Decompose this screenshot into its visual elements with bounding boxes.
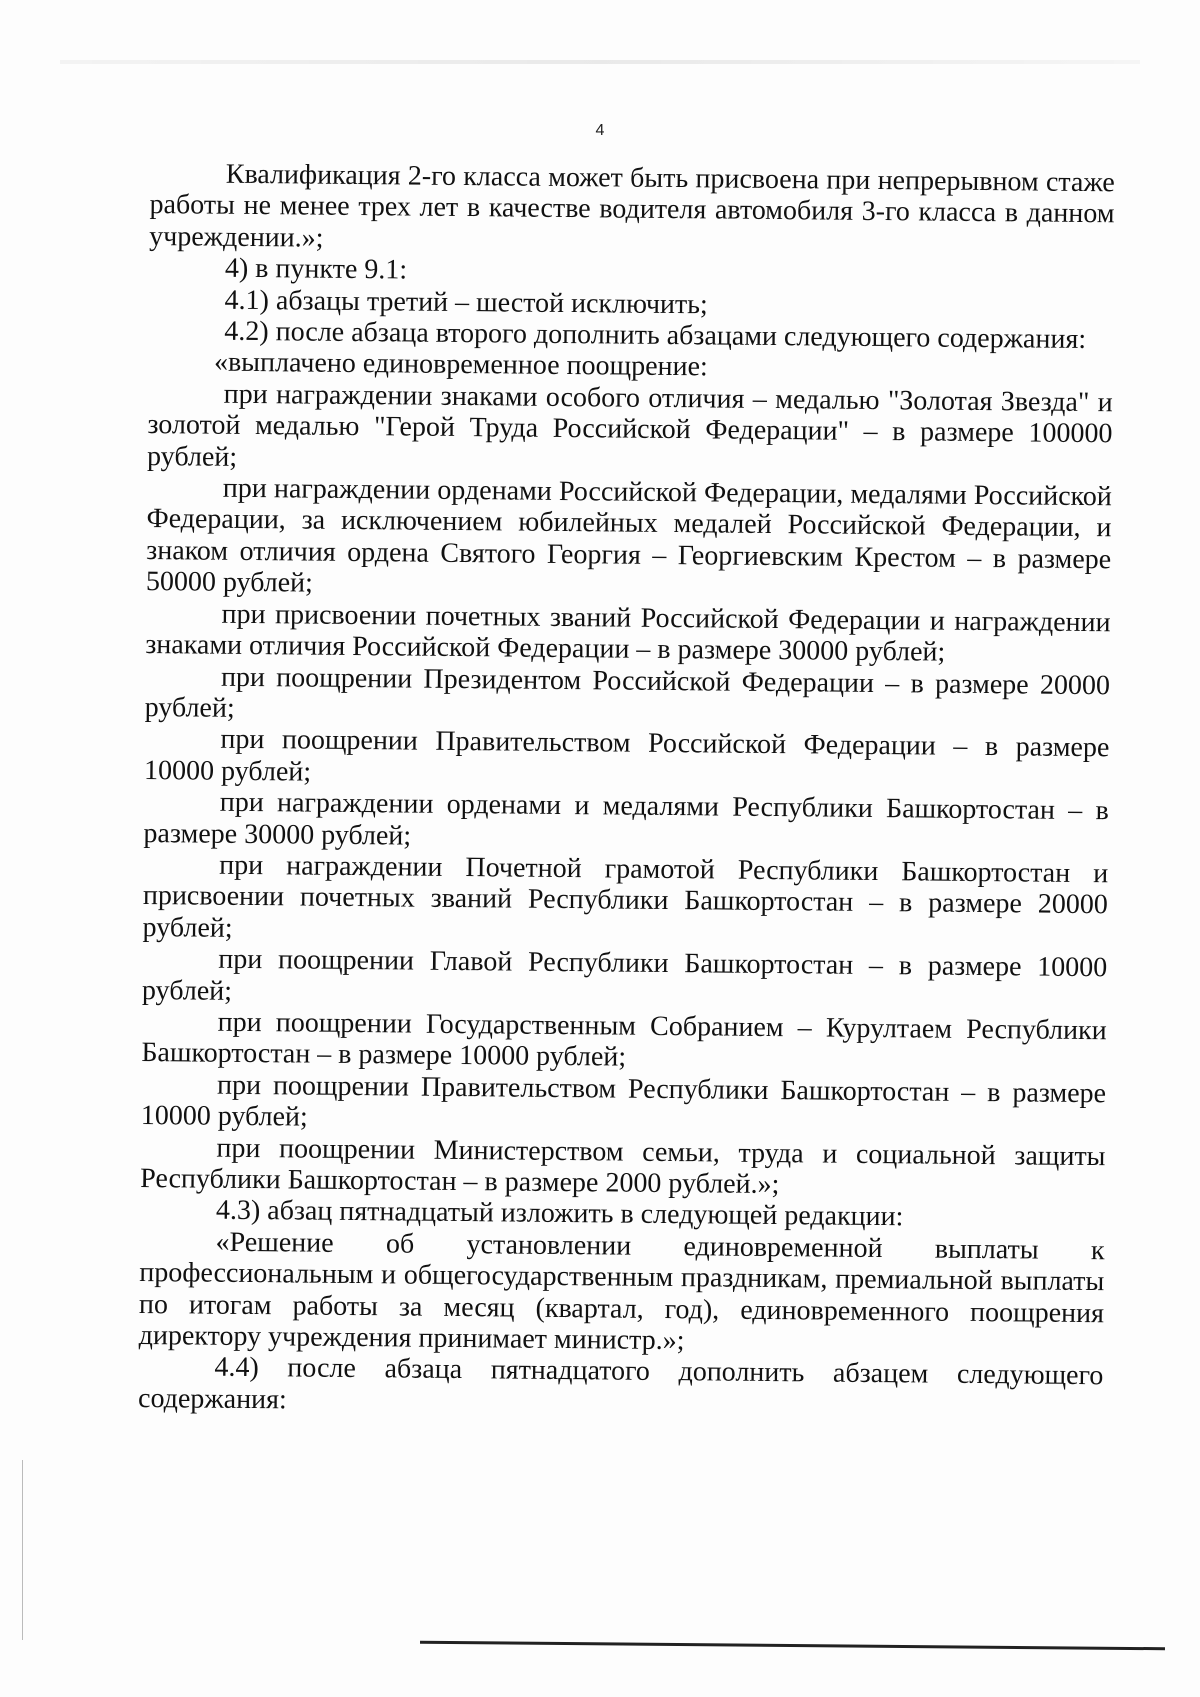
paragraph-certificate-rb: при награждении Почетной грамотой Республики Башкортостан и присвоении почетных званий Республики Башкортостан – в размере 20000 рублей; [142,849,1109,944]
paragraph-orders-rf: при награждении орденами Российской Федерации, медалями Российской Федерации, за исключением юбилейных медалей Российской Федерации, и знаком отличия ордена Святого Георгия – Георгиевским Крестом – в размере 50000 рублей; [145,472,1112,599]
document-body [138,158,1115,1423]
paragraph-honorary-titles-rf: при присвоении почетных званий Российской Федерации и награждении знаками отличия Российской Федерации – в размере 30000 рублей; [145,598,1111,668]
scan-artifact-top [60,60,1140,64]
paragraph-gold-star: при награждении знаками особого отличия – медалью "Золотая Звезда" и золотой медалью "Герой Труда Российской Федерации" – в размере 100000 рублей; [146,378,1113,473]
paragraph-kurultai: при поощрении Государственным Собранием – Курултаем Республики Башкортостан – в размере 10000 рублей; [141,1006,1107,1073]
paragraph-item-4-4: 4.4) после абзаца пятнадцатого дополнить абзацем следующего содержания: [137,1352,1104,1416]
paragraph-orders-rb: при награждении орденами и медалями Республики Башкортостан – в размере 30000 рублей; [143,786,1109,852]
paragraph-one-time-reward: «выплачено единовременное поощрение: [213,347,708,383]
paragraph-item-4: 4) в пункте 9.1: [224,252,408,286]
paragraph-qualification: Квалификация 2-го класса может быть присвоена при непрерывном стаже работы не менее трех лет в качестве водителя автомобиля 3-го класса в данном учреждении.»; [149,158,1115,254]
paragraph-government-rf: при поощрении Правительством Российской Федерации – в размере 10000 рублей; [143,724,1110,788]
paragraph-decision: «Решение об установлении единовременной выплаты к профессиональным и общегосударственным праздникам, премиальной выплаты по итогам работы за месяц (квартал, год), единовременного поощрения директору учреждения принимает министр.»; [138,1226,1105,1357]
paragraph-president: при поощрении Президентом Российской Федерации – в размере 20000 рублей; [144,661,1111,724]
paragraph-item-4-3: 4.3) абзац пятнадцатый изложить в следующей редакции: [215,1195,904,1233]
paragraph-item-4-2: 4.2) после абзаца второго дополнить абзацами следующего содержания: [224,315,1087,356]
paragraph-government-rb: при поощрении Правительством Республики Башкортостан – в размере 10000 рублей; [140,1069,1107,1133]
paragraph-item-4-1: 4.1) абзацы третий – шестой исключить; [224,284,708,320]
paragraph-head-rb: при поощрении Главой Республики Башкортостан – в размере 10000 рублей; [141,943,1108,1007]
scan-artifact-left [22,1460,23,1640]
page-number: 4 [595,122,605,139]
paragraph-ministry: при поощрении Министерством семьи, труда и социальной защиты Республики Башкортостан – в размере 2000 рублей.»; [140,1132,1106,1201]
scan-artifact-bottom [420,1641,1165,1651]
